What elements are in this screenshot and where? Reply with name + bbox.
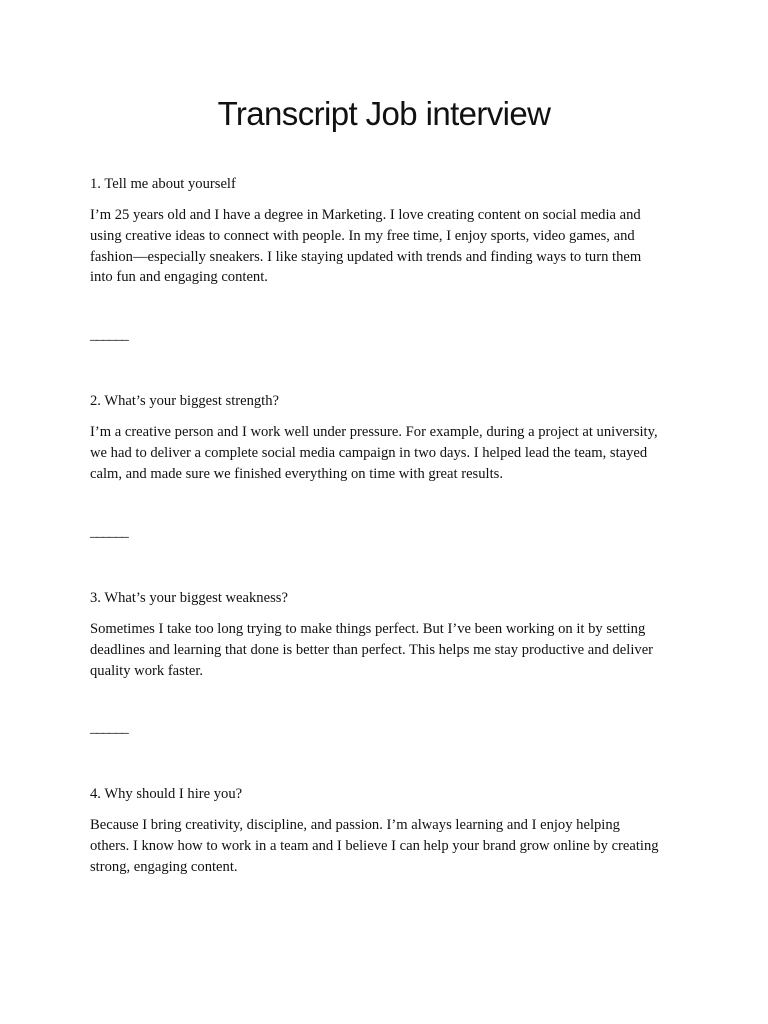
question-3: 3. What’s your biggest weakness? <box>90 590 288 606</box>
section-divider-3: ______ <box>90 720 128 736</box>
section-divider-2: ______ <box>90 524 128 540</box>
answer-4-line-1: Because I bring creativity, discipline, and passion. I’m always learning and I enjoy helping <box>90 817 620 833</box>
answer-3-line-3: quality work faster. <box>90 662 204 679</box>
answer-3-line-2: deadlines and learning that done is better than perfect. This helps me stay productive and deliver <box>90 641 654 658</box>
answer-4 <box>90 815 690 877</box>
answer-4-line-3: strong, engaging content. <box>90 858 238 875</box>
answer-2-line-3: calm, and made sure we finished everything on time with great results. <box>90 465 503 482</box>
answer-1-line-3: fashion—especially sneakers. I like staying updated with trends and finding ways to turn them <box>90 248 642 265</box>
answer-4-line-2: others. I know how to work in a team and I believe I can help your brand grow online by creating <box>90 837 659 854</box>
answer-3 <box>90 619 690 681</box>
section-divider-1: ______ <box>90 327 128 343</box>
answer-1 <box>90 205 690 288</box>
answer-1-line-2: using creative ideas to connect with people. In my free time, I enjoy sports, video games, and <box>90 227 635 244</box>
document-title: Transcript Job interview <box>217 95 551 132</box>
answer-2-line-1: I’m a creative person and I work well under pressure. For example, during a project at university, <box>90 424 658 440</box>
qa-section-2 <box>90 391 690 484</box>
question-4: 4. Why should I hire you? <box>90 786 243 802</box>
answer-2-line-2: we had to deliver a complete social media campaign in two days. I helped lead the team, stayed <box>90 444 648 461</box>
qa-section-4 <box>90 784 690 877</box>
answer-1-line-1: I’m 25 years old and I have a degree in Marketing. I love creating content on social media and <box>90 207 641 223</box>
answer-3-line-1: Sometimes I take too long trying to make things perfect. But I’ve been working on it by setting <box>90 621 646 637</box>
question-2: 2. What’s your biggest strength? <box>90 393 280 409</box>
qa-section-1 <box>90 174 690 288</box>
answer-1-line-4: into fun and engaging content. <box>90 269 268 286</box>
qa-section-3 <box>90 588 690 681</box>
question-1: 1. Tell me about yourself <box>90 176 236 192</box>
answer-2 <box>90 422 690 484</box>
